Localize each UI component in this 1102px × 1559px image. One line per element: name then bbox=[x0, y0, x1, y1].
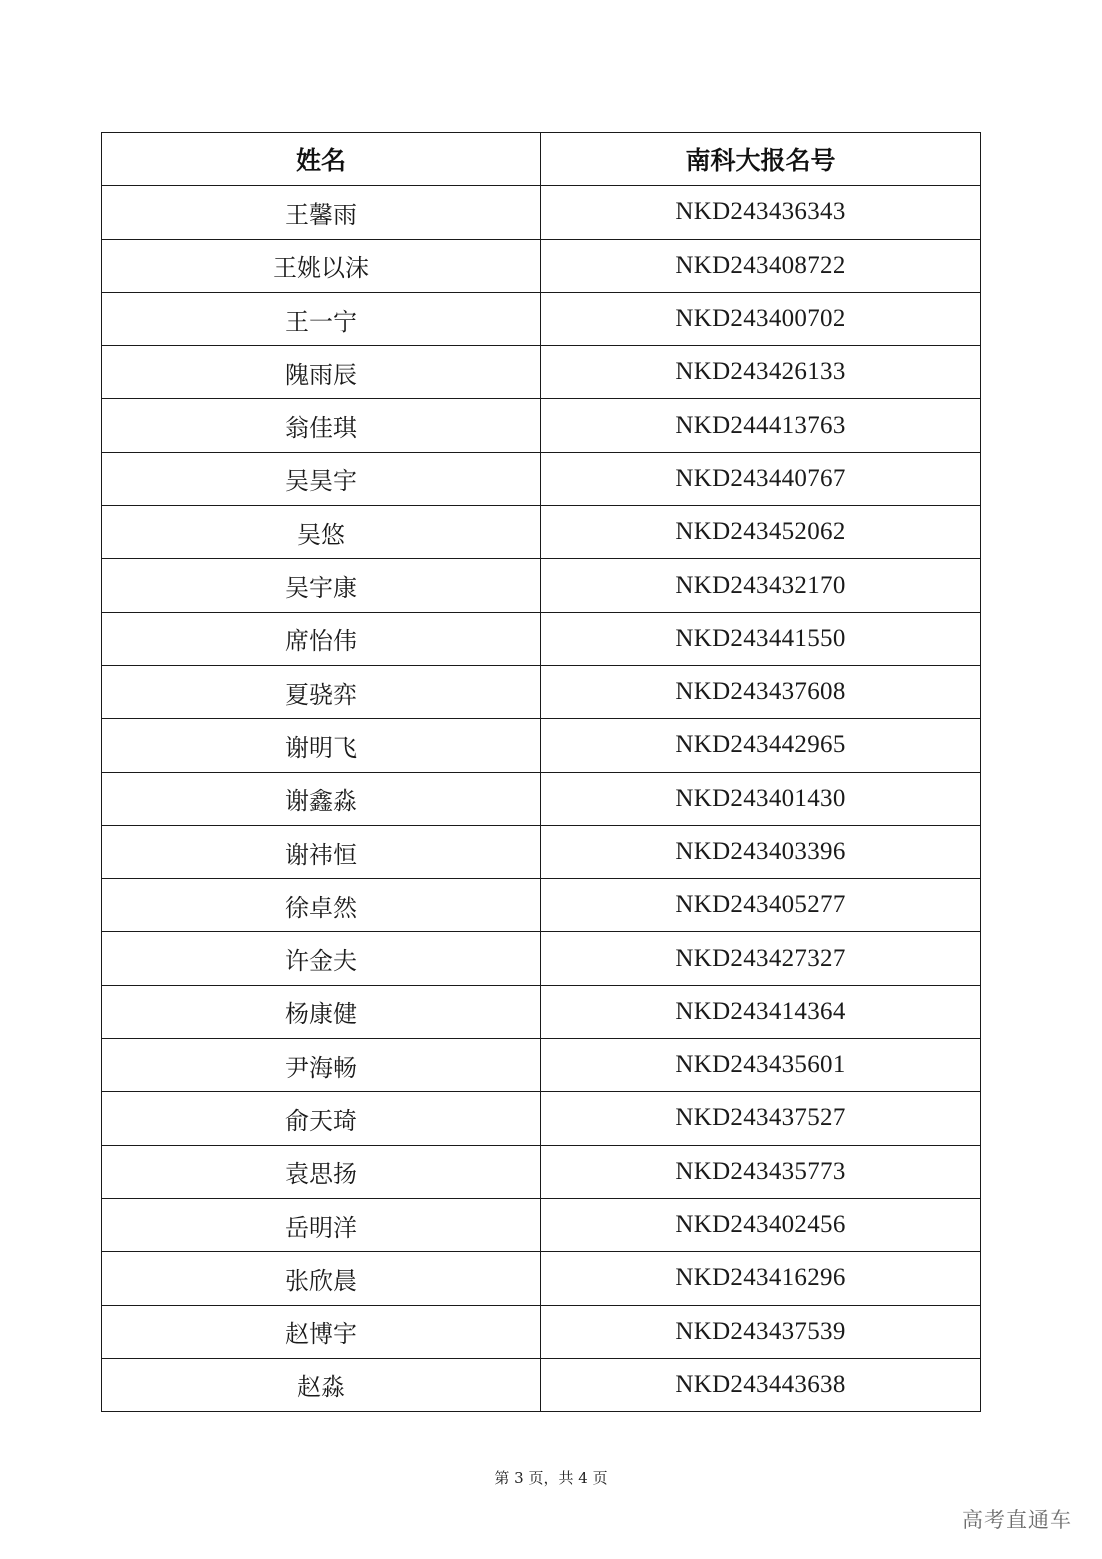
name-cell: 隗雨辰 bbox=[102, 346, 541, 399]
table-row bbox=[102, 239, 981, 292]
registration-id-cell: NKD243426133 bbox=[541, 346, 981, 399]
name-cell: 翁佳琪 bbox=[102, 399, 541, 452]
name-cell: 尹海畅 bbox=[102, 1039, 541, 1092]
name-cell: 吴昊宇 bbox=[102, 452, 541, 505]
name-cell: 夏骁弈 bbox=[102, 665, 541, 718]
name-cell: 俞天琦 bbox=[102, 1092, 541, 1145]
table-row bbox=[102, 1305, 981, 1358]
registration-id-cell: NKD243400702 bbox=[541, 292, 981, 345]
registration-id-cell: NKD243427327 bbox=[541, 932, 981, 985]
watermark-text: 高考直通车 bbox=[962, 1508, 1072, 1532]
name-cell: 谢鑫淼 bbox=[102, 772, 541, 825]
registration-id-cell: NKD243401430 bbox=[541, 772, 981, 825]
table-body bbox=[102, 186, 981, 1412]
table-row bbox=[102, 399, 981, 452]
table-row bbox=[102, 1198, 981, 1251]
table-row bbox=[102, 665, 981, 718]
table-row bbox=[102, 825, 981, 878]
registration-id-cell: NKD243435773 bbox=[541, 1145, 981, 1198]
registration-id-cell: NKD243441550 bbox=[541, 612, 981, 665]
name-cell: 吴悠 bbox=[102, 506, 541, 559]
page-number-footer: 第 3 页，共 4 页 bbox=[494, 1469, 608, 1487]
registration-id-cell: NKD244413763 bbox=[541, 399, 981, 452]
name-cell: 徐卓然 bbox=[102, 879, 541, 932]
column-header-registration-id: 南科大报名号 bbox=[541, 133, 981, 186]
registration-id-cell: NKD243437527 bbox=[541, 1092, 981, 1145]
table-row bbox=[102, 1252, 981, 1305]
registration-id-cell: NKD243432170 bbox=[541, 559, 981, 612]
table-row bbox=[102, 452, 981, 505]
name-cell: 席怡伟 bbox=[102, 612, 541, 665]
name-cell: 张欣晨 bbox=[102, 1252, 541, 1305]
table-row bbox=[102, 985, 981, 1038]
table-row bbox=[102, 292, 981, 345]
registration-id-cell: NKD243416296 bbox=[541, 1252, 981, 1305]
registration-id-cell: NKD243440767 bbox=[541, 452, 981, 505]
registration-id-cell: NKD243437539 bbox=[541, 1305, 981, 1358]
table-row bbox=[102, 346, 981, 399]
name-cell: 吴宇康 bbox=[102, 559, 541, 612]
table-row bbox=[102, 559, 981, 612]
name-cell: 谢祎恒 bbox=[102, 825, 541, 878]
registration-id-cell: NKD243443638 bbox=[541, 1358, 981, 1411]
admission-roster-table bbox=[101, 132, 981, 1412]
registration-id-cell: NKD243402456 bbox=[541, 1198, 981, 1251]
name-cell: 王馨雨 bbox=[102, 186, 541, 239]
registration-id-cell: NKD243442965 bbox=[541, 719, 981, 772]
name-cell: 王一宁 bbox=[102, 292, 541, 345]
name-cell: 杨康健 bbox=[102, 985, 541, 1038]
name-cell: 袁思扬 bbox=[102, 1145, 541, 1198]
table-row bbox=[102, 1039, 981, 1092]
registration-id-cell: NKD243405277 bbox=[541, 879, 981, 932]
table-row bbox=[102, 772, 981, 825]
table-row bbox=[102, 1358, 981, 1411]
registration-id-cell: NKD243414364 bbox=[541, 985, 981, 1038]
table-row bbox=[102, 932, 981, 985]
name-cell: 王姚以沫 bbox=[102, 239, 541, 292]
name-cell: 赵淼 bbox=[102, 1358, 541, 1411]
table-row bbox=[102, 1145, 981, 1198]
table-row bbox=[102, 1092, 981, 1145]
name-cell: 赵博宇 bbox=[102, 1305, 541, 1358]
registration-id-cell: NKD243436343 bbox=[541, 186, 981, 239]
registration-id-cell: NKD243435601 bbox=[541, 1039, 981, 1092]
table-row bbox=[102, 879, 981, 932]
column-header-name: 姓名 bbox=[102, 133, 541, 186]
table-row bbox=[102, 612, 981, 665]
table-header-row bbox=[102, 133, 981, 186]
name-cell: 岳明洋 bbox=[102, 1198, 541, 1251]
registration-id-cell: NKD243408722 bbox=[541, 239, 981, 292]
registration-id-cell: NKD243437608 bbox=[541, 665, 981, 718]
registration-id-cell: NKD243403396 bbox=[541, 825, 981, 878]
registration-id-cell: NKD243452062 bbox=[541, 506, 981, 559]
table-row bbox=[102, 719, 981, 772]
name-cell: 谢明飞 bbox=[102, 719, 541, 772]
table-row bbox=[102, 186, 981, 239]
name-cell: 许金夫 bbox=[102, 932, 541, 985]
table-row bbox=[102, 506, 981, 559]
